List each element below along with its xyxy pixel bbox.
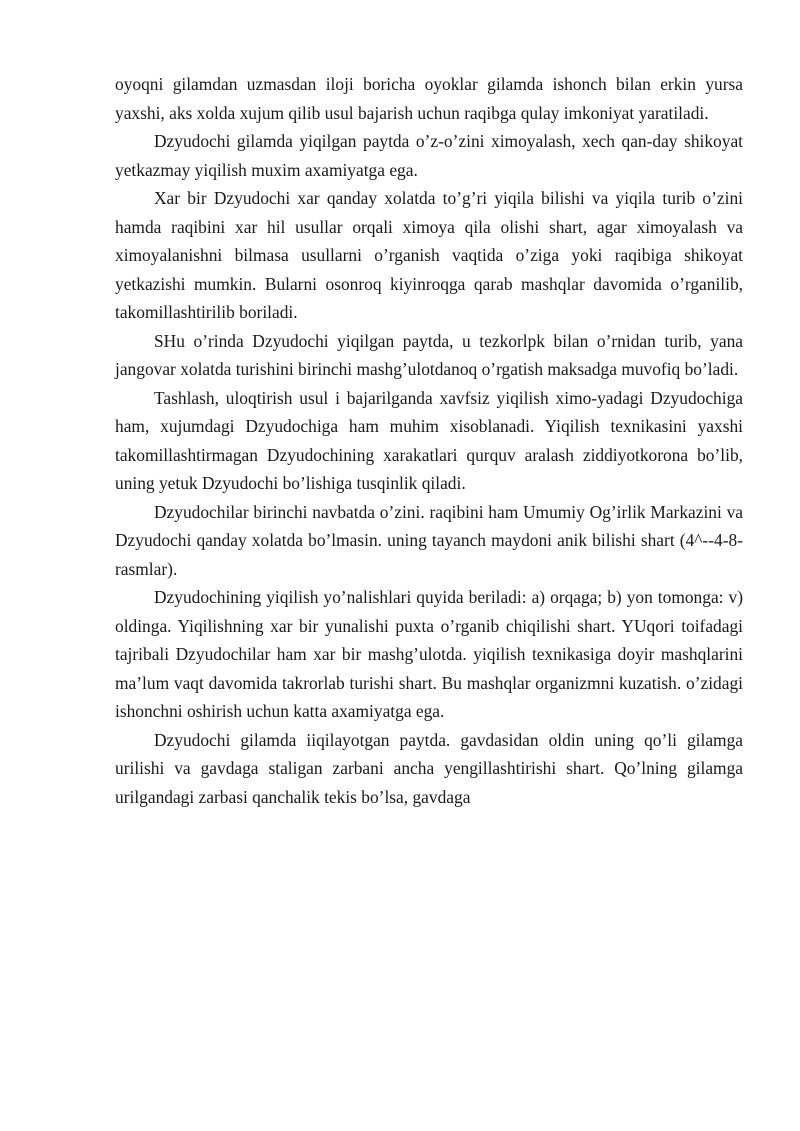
paragraph-5: Tashlash, uloqtirish usul i bajarilganda xavfsiz yiqilish ximo-yadagi Dzyudochiga ham, xujumdagi Dzyudochiga ham muhim xisoblanadi. Yiqilish texnikasini yaxshi takomillashtirmagan Dzyudochining xarakatlari qurquv aralash ziddiyotkorona bo’lib, uning yetuk Dzyudochi bo’lishiga tusqinlik qiladi. <box>115 387 743 493</box>
document-page <box>115 70 743 811</box>
paragraph-4: SHu o’rinda Dzyudochi yiqilgan paytda, u tezkorlpk bilan o’rnidan turib, yana jangovar xolatda turishini birinchi mashg’ulotdanoq o’rgatish maksadga muvofiq bo’ladi. <box>115 330 743 379</box>
paragraph-2: Dzyudochi gilamda yiqilgan paytda o’z-o’zini ximoyalash, xech qan-day shikoyat yetkazmay yiqilish muxim axamiyatga ega. <box>115 131 743 180</box>
paragraph-7: Dzyudochining yiqilish yo’nalishlari quyida beriladi: a) orqaga; b) yon tomonga: v) oldinga. Yiqilishning xar bir yunalishi puxta o’rganib chiqilishi shart. YUqori toifadagi tajribali Dzyudochilar ham xar bir mashg’ulotda. yiqilish texnikasiga doyir mashqlarini ma’lum vaqt davomida takrorlab turishi shart. Bu mashqlar organizmni kuzatish. o’zidagi ishonchni oshirish uchun katta axamiyatga ega. <box>115 587 743 721</box>
paragraph-1: oyoqni gilamdan uzmasdan iloji boricha oyoklar gilamda ishonch bilan erkin yursa yaxshi, aks xolda xujum qilib usul bajarish uchun raqibga qulay imkoniyat yaratiladi. <box>115 74 743 123</box>
paragraph-3: Xar bir Dzyudochi xar qanday xolatda to’g’ri yiqila bilishi va yiqila turib o’zini hamda raqibini xar hil usullar orqali ximoya qila olishi shart, agar ximoyalash va ximoyalanishni bilmasa usullarni o’rganish vaqtida o’ziga yoki raqibiga shikoyat yetkazishi mumkin. Bularni osonroq kiyinroqga qarab mashqlar davomida o’rganilib, takomillashtirilib boriladi. <box>115 188 743 322</box>
paragraph-8: Dzyudochi gilamda iiqilayotgan paytda. gavdasidan oldin uning qo’li gilamga urilishi va gavdaga staligan zarbani ancha yengillashtirishi shart. Qo’lning gilamga urilgandagi zarbasi qanchalik tekis bo’lsa, gavdaga <box>115 729 743 807</box>
paragraph-6: Dzyudochilar birinchi navbatda o’zini. raqibini ham Umumiy Og’irlik Markazini va Dzyudochi qanday xolatda bo’lmasin. uning tayanch maydoni anik bilishi shart (4^--4-8-rasmlar). <box>115 501 743 579</box>
